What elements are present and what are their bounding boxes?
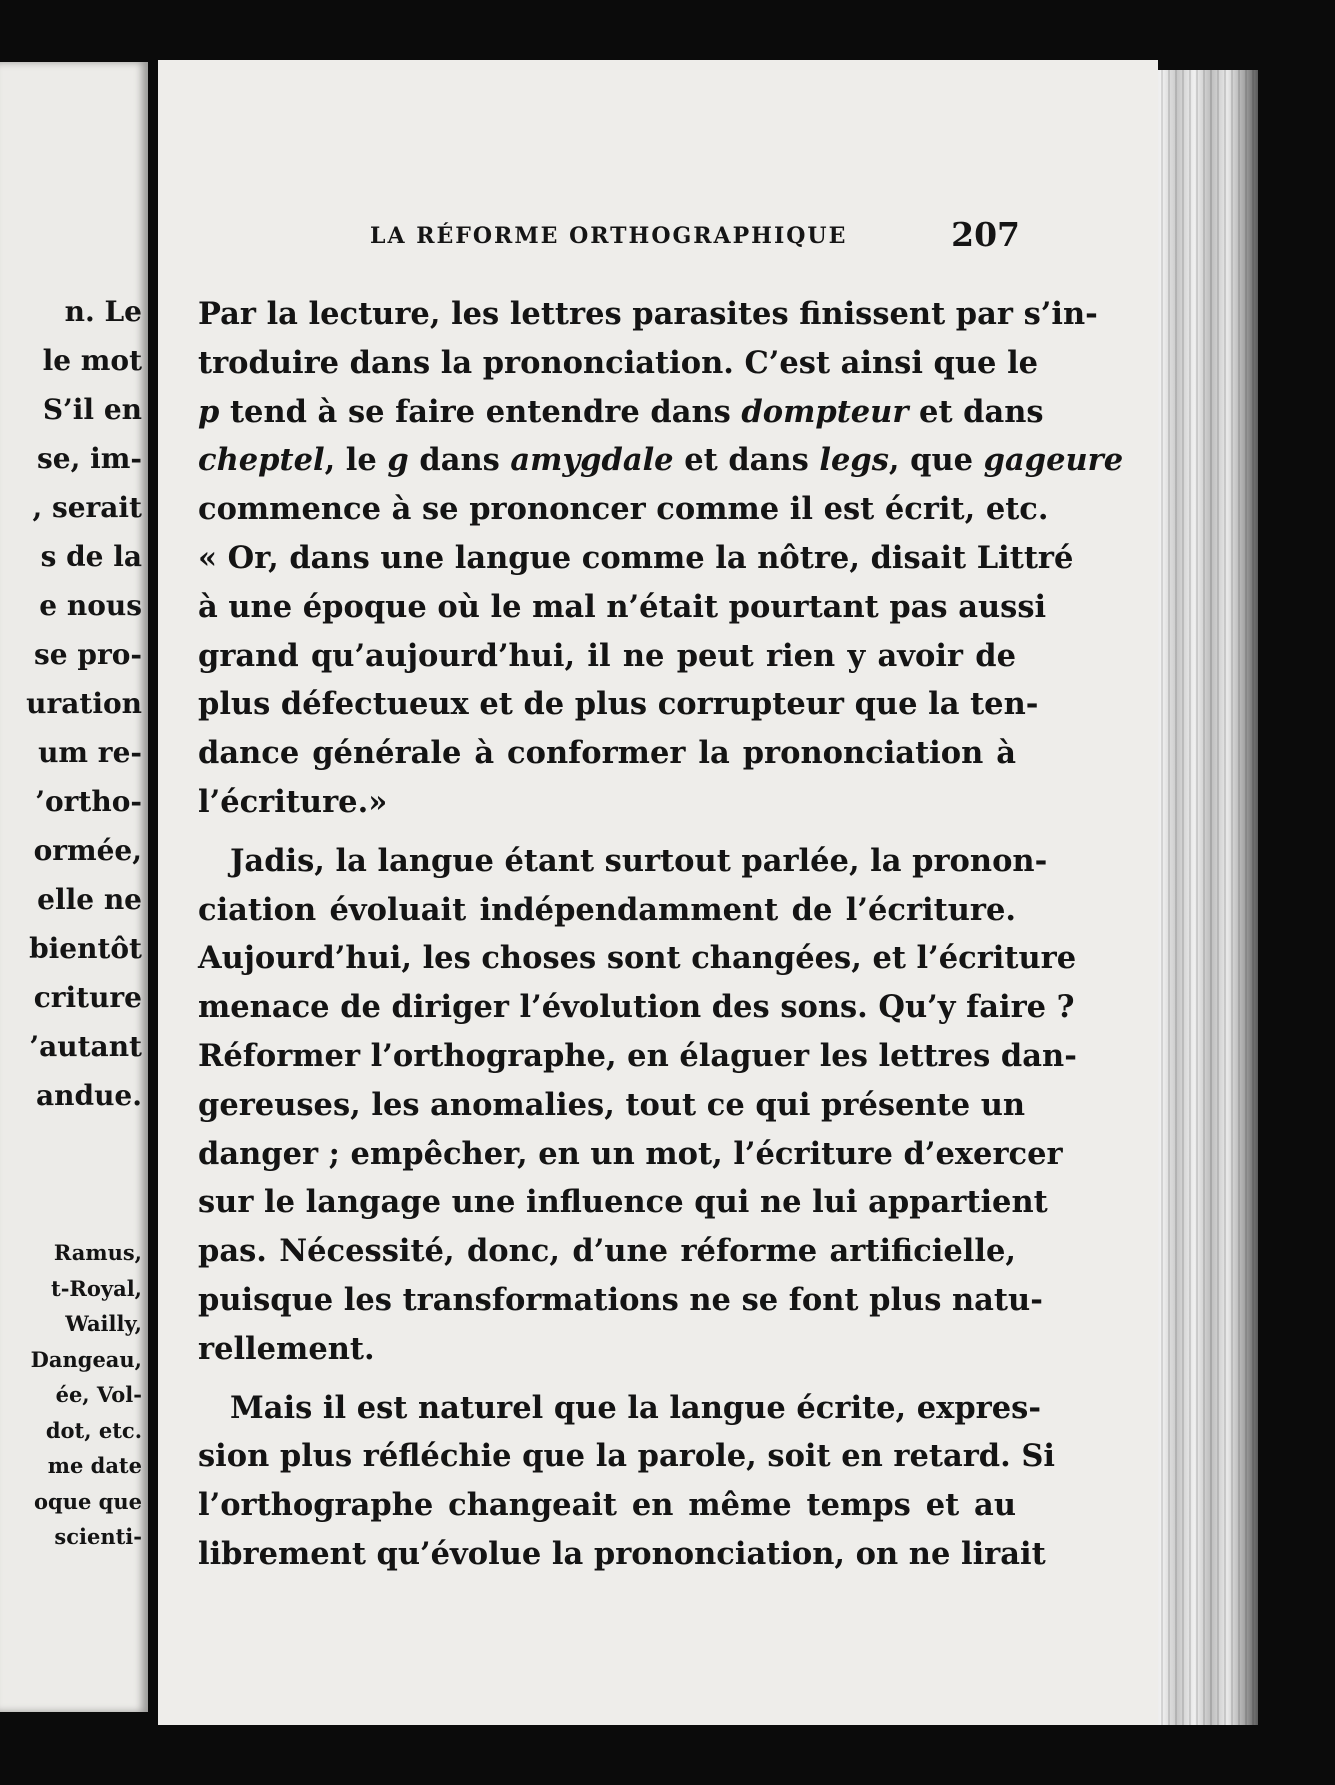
text-line: gereuses, les anomalies, tout ce qui présente un: [198, 1086, 1026, 1123]
page-number: 207: [951, 215, 1020, 254]
left-page-line: elle ne: [37, 883, 142, 916]
left-footnote-line: Dangeau,: [30, 1346, 142, 1372]
left-page-line: e nous: [39, 589, 142, 622]
text-line: menace de diriger l’évolution des sons. Qu’y faire ?: [198, 989, 1075, 1026]
left-page-line: s de la: [40, 540, 142, 573]
text-line: Aujourd’hui, les choses sont changées, et l’écriture: [198, 940, 1077, 977]
left-page-line: ’ortho-: [35, 785, 142, 818]
left-page-line: n. Le: [64, 295, 142, 328]
text-line: pas. Nécessité, donc, d’une réforme artificielle,: [198, 1233, 1016, 1270]
left-footnote-line: ée, Vol-: [55, 1382, 142, 1407]
left-page-footnote: [31, 1235, 142, 1555]
left-footnote-line: scienti-: [54, 1524, 142, 1549]
paragraph-3: [198, 1384, 1055, 1579]
left-footnote-line: Wailly,: [65, 1311, 142, 1336]
left-page-line: bientôt: [29, 932, 142, 965]
page-header: [210, 215, 1020, 263]
text-line: sion plus réfléchie que la parole, soit en retard. Si: [198, 1438, 1055, 1475]
text-line: troduire dans la prononciation. C’est ainsi que le: [198, 344, 1039, 381]
text-line: grand qu’aujourd’hui, il ne peut rien y avoir de: [198, 637, 1016, 674]
text-line: « Or, dans une langue comme la nôtre, disait Littré: [198, 539, 1074, 576]
text-line: p tend à se faire entendre dans dompteur et dans: [198, 393, 1044, 430]
left-footnote-line: dot, etc.: [45, 1417, 142, 1443]
left-page-text: [26, 287, 142, 1120]
text-line: ciation évoluait indépendamment de l’écriture.: [198, 891, 1016, 928]
left-footnote-line: me date: [47, 1453, 142, 1478]
left-page-line: S’il en: [42, 393, 142, 426]
text-line: Jadis, la langue étant surtout parlée, la pronon-: [230, 842, 1048, 879]
paragraph-1: [198, 290, 1124, 827]
left-footnote-line: oque que: [34, 1488, 142, 1514]
left-page-line: se pro-: [34, 638, 142, 671]
text-line: l’orthographe changeait en même temps et au: [198, 1487, 1016, 1524]
text-line: puisque les transformations ne se font plus natu-: [198, 1281, 1043, 1318]
left-page-line: ormée,: [33, 834, 142, 867]
text-line: commence à se prononcer comme il est écrit, etc.: [198, 491, 1049, 528]
text-line: rellement.: [198, 1330, 375, 1367]
text-line: librement qu’évolue la prononciation, on ne lirait: [198, 1535, 1046, 1572]
left-footnote-line: Ramus,: [53, 1240, 142, 1265]
left-page-line: se, im-: [37, 442, 142, 475]
left-page-line: uration: [26, 687, 142, 720]
paragraph-2: [198, 837, 1077, 1374]
text-line: Réformer l’orthographe, en élaguer les lettres dan-: [198, 1037, 1077, 1074]
left-footnote-line: t-Royal,: [51, 1275, 142, 1301]
left-page-line: um re-: [38, 736, 142, 769]
left-page-line: andue.: [36, 1079, 142, 1112]
text-line: cheptel, le g dans amygdale et dans legs, que gageure: [198, 442, 1124, 479]
left-page-line: le mot: [42, 344, 142, 377]
left-page-line: ’autant: [29, 1030, 142, 1063]
left-page-line: , serait: [32, 491, 142, 524]
text-line: à une époque où le mal n’était pourtant pas aussi: [198, 588, 1047, 625]
left-page-line: criture: [33, 981, 142, 1014]
left-facing-page: [0, 62, 148, 1712]
running-head: LA RÉFORME ORTHOGRAPHIQUE: [370, 223, 848, 249]
text-line: danger ; empêcher, en un mot, l’écriture d’exercer: [198, 1135, 1063, 1172]
text-line: plus défectueux et de plus corrupteur que la ten-: [198, 686, 1039, 723]
text-line: Mais il est naturel que la langue écrite, expres-: [230, 1389, 1041, 1426]
body-text: [198, 290, 1124, 1579]
text-line: sur le langage une influence qui ne lui appartient: [198, 1184, 1048, 1221]
text-line: Par la lecture, les lettres parasites finissent par s’in-: [198, 296, 1098, 332]
text-line: dance générale à conformer la prononciation à: [198, 735, 1016, 772]
text-line: l’écriture.»: [198, 783, 388, 820]
